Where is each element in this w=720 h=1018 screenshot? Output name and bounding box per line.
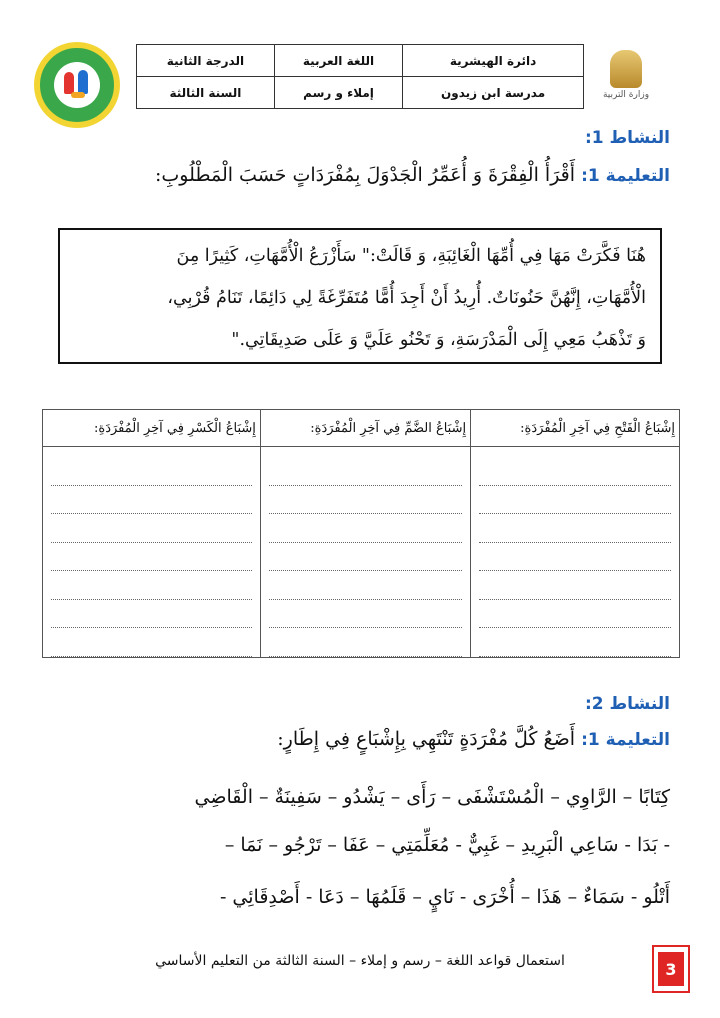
- ministry-crest-icon: [610, 50, 642, 88]
- level-cell: الدرجة الثانية: [137, 45, 275, 77]
- header-info-table: [136, 44, 584, 109]
- ministry-logo: [598, 42, 654, 108]
- page-number: 3: [658, 952, 684, 986]
- topic-cell: إملاء و رسم: [274, 77, 402, 109]
- answer-column-kasr[interactable]: [43, 447, 261, 658]
- activity2-heading: النشاط 2:: [584, 694, 670, 714]
- activity2-instruction: [277, 728, 670, 750]
- subject-cell: اللغة العربية: [274, 45, 402, 77]
- page-number-badge: [652, 945, 690, 993]
- footer-caption: استعمال قواعد اللغة – رسم و إملاء – السنة الثالثة من التعليم الأساسي: [155, 953, 565, 969]
- word-line-2: - بَدَا - سَاعِي الْبَرِيدِ – غَبِيٌّ - مُعَلِّمَتِي – عَفَا – تَرْجُو – نَمَا –: [224, 834, 670, 856]
- activity1-instruction-text: أَقْرَأُ الْفِقْرَةَ وَ أُعَمِّرُ الْجَدْوَلَ بِمُفْرَدَاتٍ حَسَبَ الْمَطْلُوبِ:: [154, 164, 576, 186]
- passage-line-3: وَ تَذْهَبُ مَعِي إِلَى الْمَدْرَسَةِ، وَ تَحْنُو عَلَيَّ وَ عَلَى صَدِيقَاتِي.": [231, 330, 646, 350]
- district-cell: دائرة الهيشرية: [403, 45, 584, 77]
- activity1-instruction-label: التعليمة 1:: [581, 166, 670, 186]
- activity2-instruction-label: التعليمة 1:: [581, 730, 670, 750]
- passage-line-1: هُنَا فَكَّرَتْ مَهَا فِي أُمِّهَا الْغَائِبَةِ، وَ قَالَتْ:" سَأَزْرَعُ الْأُمَّهَاتِ، كَثِيرًا مِنَ: [176, 246, 646, 266]
- activity1-heading: النشاط 1:: [584, 128, 670, 148]
- table-header-fath: إِشْبَاعُ الْفَتْحِ فِي آخِرِ الْمُفْرَدَةِ:: [471, 410, 680, 447]
- answer-column-damm[interactable]: [260, 447, 470, 658]
- table-header-kasr: إِشْبَاعُ الْكَسْرِ فِي آخِرِ الْمُفْرَدَةِ:: [43, 410, 261, 447]
- activity2-instruction-text: أَضَعُ كُلَّ مُفْرَدَةٍ تَنْتَهِي بِإِشْبَاعٍ فِي إِطَارٍ:: [277, 728, 576, 750]
- ministry-label: وزارة التربية: [602, 90, 650, 100]
- school-logo: [34, 42, 120, 128]
- school-logo-emblem: [54, 62, 100, 108]
- passage-line-2: الْأُمَّهَاتِ، إِنَّهُنَّ حَنُونَاتٌ. أُرِيدُ أَنْ أَجِدَ أُمًّا مُتَفَرِّغَةً لِي دَائِمًا، تَنَامُ قُرْبِي،: [167, 288, 646, 308]
- table-header-damm: إِشْبَاعُ الضَّمِّ فِي آخِرِ الْمُفْرَدَةِ:: [260, 410, 470, 447]
- word-line-3: أَتْلُو - سَمَاءٌ – هَذَا – أُخْرَى - نَايٍ – قَلَمُهَا – دَعَا - أَصْدِقَائِي -: [219, 886, 670, 908]
- year-cell: السنة الثالثة: [137, 77, 275, 109]
- reading-passage-box: [58, 228, 662, 364]
- classification-table: [42, 409, 680, 658]
- activity1-instruction: [155, 164, 670, 186]
- word-line-1: كِتَابًا – الرَّاوِي – الْمُسْتَشْفَى – رَأَى – يَشْدُو – سَفِينَةٌ – الْقَاضِي: [194, 786, 670, 808]
- school-cell: مدرسة ابن زيدون: [403, 77, 584, 109]
- answer-column-fath[interactable]: [471, 447, 680, 658]
